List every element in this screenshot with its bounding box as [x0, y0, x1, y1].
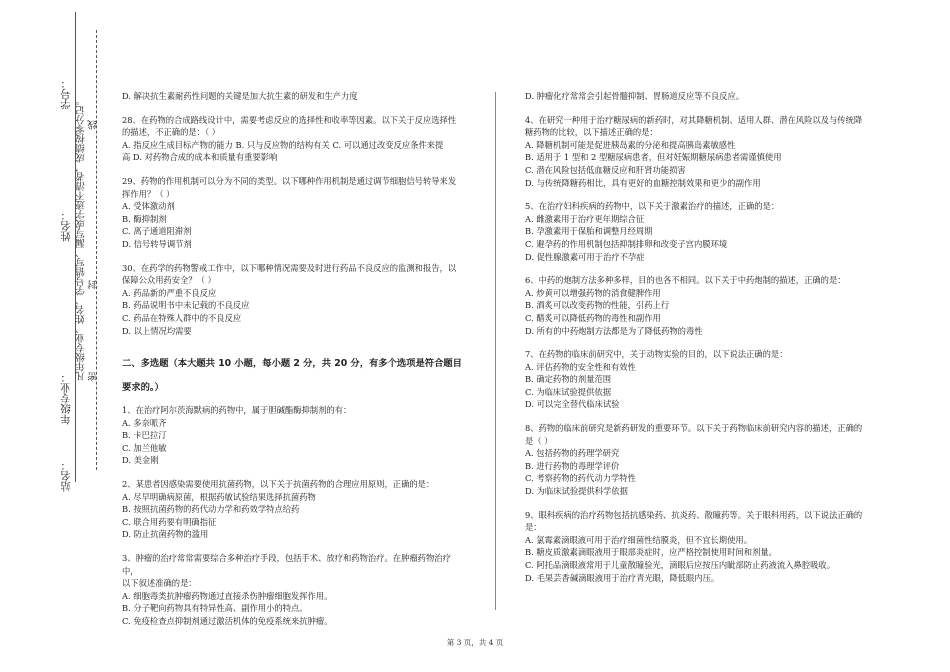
question-block	[122, 404, 467, 467]
spacer	[122, 337, 467, 348]
text-line: B. 酒炙可以改变药物的性能，引药上行	[525, 300, 670, 311]
right-column	[525, 90, 870, 584]
text-line: D. 以上情况均需要	[122, 325, 192, 336]
text-line: 5、在治疗妇科疾病的药物中，以下关于激素治疗的描述，正确的是：	[525, 201, 780, 212]
label-student-id: 学号：	[60, 78, 72, 110]
text-line: 28、在药物的合成路线设计中，需要考虑反应的选择性和收率等因素。以下关于反应选择性	[122, 114, 457, 125]
text-line: A. 指反应生成目标产物的能力 B. 只与反应物的结构有关 C. 可以通过改变反应条件来提	[122, 139, 444, 150]
spacer	[525, 189, 870, 200]
spacer	[525, 337, 870, 348]
text-line: A. 多奈哌齐	[122, 417, 167, 428]
text-line: B. 进行药物的毒理学评价	[525, 460, 620, 471]
question-block	[525, 200, 870, 263]
question-block	[525, 114, 870, 190]
mark-xian: 线	[88, 120, 99, 130]
question-block	[525, 422, 870, 498]
text-line: B. 卡巴拉汀	[122, 430, 167, 441]
text-line: 的描述，不正确的是：（ ）	[122, 127, 221, 138]
question-block	[122, 175, 467, 251]
question-block	[525, 509, 870, 585]
spacer	[122, 164, 467, 175]
text-line: C. 联合用药要有明确指征	[122, 516, 217, 527]
text-line: B. 糖皮质激素滴眼液用于眼部炎症时，应严格控制使用时间和剂量。	[525, 547, 777, 558]
spacer	[525, 498, 870, 509]
spacer	[122, 541, 467, 552]
left-column	[122, 90, 467, 627]
text-line: A. 药品新的严重不良反应	[122, 287, 217, 298]
question-block	[122, 552, 467, 628]
mark-mi: 密	[88, 372, 99, 382]
text-line: 挥作用？（ ）	[122, 188, 175, 199]
text-line: A. 尽早明确病原菌，根据药敏试验结果选择抗菌药物	[122, 491, 316, 502]
text-line: C. 离子通道阻滞剂	[122, 226, 192, 237]
text-line: A. 炒黄可以增强药物的消食健脾作用	[525, 287, 661, 298]
question-block	[122, 478, 467, 541]
text-line: 8、药物的临床前研究是新药研发的重要环节。以下关于药物临床前研究内容的描述，正确的	[525, 423, 863, 434]
text-line: 3、肿瘤的治疗常常需要综合多种治疗手段，包括手术、放疗和药物治疗。在肿瘤药物治疗中，	[122, 552, 451, 576]
binding-dashed-line	[96, 30, 97, 470]
binding-notice: 凡年级专业、姓名、学号错写、漏写或字迹不清者，成绩按零分记。	[76, 96, 87, 381]
text-line: D. 促性腺激素可用于治疗不孕症	[525, 251, 645, 262]
text-line: D. 与传统降糖药相比，具有更好的血糖控制效果和更少的副作用	[525, 177, 761, 188]
text-line: B. 酶抑制剂	[122, 213, 167, 224]
section-heading	[122, 357, 467, 394]
text-line: A. 降糖机制可能是促进胰岛素的分泌和提高胰岛素敏感性	[525, 139, 736, 150]
spacer	[525, 263, 870, 274]
binding-margin	[0, 0, 105, 672]
question-block	[525, 274, 870, 337]
text-line: C. 阿托品滴眼液常用于儿童散瞳验光，滴眼后应按压内眦部防止药液流入鼻腔吸收。	[525, 560, 836, 570]
text-line: A. 氯霉素滴眼液可用于治疗细菌性结膜炎，但不宜长期使用。	[525, 534, 752, 545]
text-line: D. 所有的中药炮制方法都是为了降低药物的毒性	[525, 325, 703, 336]
question-block	[122, 262, 467, 338]
text-line: C. 考察药物的药代动力学特性	[525, 473, 636, 484]
text-line: C. 为临床试验提供依据	[525, 386, 611, 397]
column-divider	[495, 92, 496, 610]
text-line: D. 解决抗生素耐药性问题的关键是加大抗生素的研发和生产力度	[122, 91, 358, 101]
text-line: 29、药物的作用机制可以分为不同的类型。以下哪种作用机制是通过调节细胞信号转导来发	[122, 175, 457, 186]
spacer	[122, 103, 467, 114]
spacer	[525, 411, 870, 422]
text-line: 以下叙述准确的是：	[122, 578, 197, 589]
question-block	[525, 348, 870, 411]
mark-feng: 封	[88, 280, 99, 290]
text-line: D. 毛果芸香碱滴眼液用于治疗青光眼，降低眼内压。	[525, 572, 720, 583]
text-line: D. 防止抗菌药物的滥用	[122, 529, 209, 540]
text-line: 糖药物的比较，以下描述正确的是：	[525, 127, 658, 138]
text-line: 4、在研究一种用于治疗糖尿病的新药时，对其降糖机制、适用人群、潜在风险以及与传统降	[525, 114, 863, 125]
text-line: B. 确定药物的剂量范围	[525, 374, 612, 385]
question-block	[122, 114, 467, 164]
text-line: D. 可以完全替代临床试验	[525, 399, 620, 410]
text-line: 7、在药物的临床前研究中，关于动物实验的目的，以下说法正确的是：	[525, 349, 788, 360]
text-line: D. 为临床试验提供科学依据	[525, 486, 628, 497]
spacer	[525, 103, 870, 114]
text-line: 2、某患者因感染需要使用抗菌药物，以下关于抗菌药物的合理应用原则，正确的是：	[122, 478, 435, 489]
text-line: C. 避孕药的作用机制包括抑制排卵和改变子宫内膜环境	[525, 238, 728, 249]
label-major: 年级专业：	[60, 372, 72, 425]
question-block	[525, 90, 870, 103]
text-line: A. 评估药物的安全性和有效性	[525, 361, 636, 372]
text-line: B. 孕激素用于保胎和调整月经周期	[525, 226, 653, 237]
spacer	[122, 251, 467, 262]
text-line: 1、在治疗阿尔茨海默病的药物中，属于胆碱酯酶抑制剂的有：	[122, 404, 352, 415]
text-line: 30、在药学的药物警戒工作中，以下哪种情况需要及时进行药品不良反应的监测和报告，以	[122, 262, 457, 273]
question-block	[122, 90, 467, 103]
text-line: A. 受体激动剂	[122, 201, 175, 212]
text-line: 6、中药的炮制方法多种多样，目的也各不相同。以下关于中药炮制的描述，正确的是：	[525, 275, 846, 286]
text-line: B. 药品说明书中未记载的不良反应	[122, 300, 250, 311]
label-station: 站名：	[60, 460, 72, 492]
text-line: A. 雌激素用于治疗更年期综合征	[525, 213, 645, 224]
text-line: B. 按照抗菌药物的药代动力学和药效学特点给药	[122, 504, 300, 515]
text-line: 保障公众用药安全？（ ）	[122, 275, 216, 286]
spacer	[122, 467, 467, 478]
text-line: C. 加兰他敏	[122, 442, 167, 453]
text-line: A. 包括药物的药理学研究	[525, 448, 620, 459]
text-line: C. 免疫检查点抑制剂通过激活机体的免疫系统来抗肿瘤。	[122, 615, 333, 626]
text-line: 高 D. 对药物合成的成本和质量有重要影响	[122, 152, 278, 163]
text-line: D. 美金刚	[122, 455, 159, 466]
label-name: 姓名：	[60, 210, 72, 242]
text-line: 要求的。）	[122, 381, 164, 393]
text-line: 是（ ）	[525, 435, 553, 446]
text-line: D. 信号转导调节剂	[122, 238, 192, 249]
text-line: C. 潜在风险包括低血糖反应和肝肾功能损害	[525, 164, 686, 175]
text-line: A. 细胞毒类抗肿瘤药物通过直接杀伤肿瘤细胞发挥作用。	[122, 590, 333, 601]
page-footer: 第 3 页，共 4 页	[446, 638, 504, 647]
text-line: D. 肿瘤化疗常常会引起骨髓抑制、胃肠道反应等不良反应。	[525, 91, 745, 101]
text-line: B. 分子靶向药物具有特异性高、副作用小的特点。	[122, 603, 308, 614]
text-line: 9、眼科疾病的治疗药物包括抗感染药、抗炎药、散瞳药等。关于眼科用药，以下说法正确的是：	[525, 509, 863, 533]
text-line: B. 适用于 1 型和 2 型糖尿病患者，但对妊娠期糖尿病患者需谨慎使用	[525, 152, 782, 163]
text-line: 二、多选题（本大题共 10 小题，每小题 2 分，共 20 分，有多个选项是符合题目	[122, 358, 462, 370]
text-line: C. 醋炙可以降低药物的毒性和副作用	[525, 312, 661, 323]
text-line: C. 药品在特殊人群中的不良反应	[122, 312, 242, 323]
